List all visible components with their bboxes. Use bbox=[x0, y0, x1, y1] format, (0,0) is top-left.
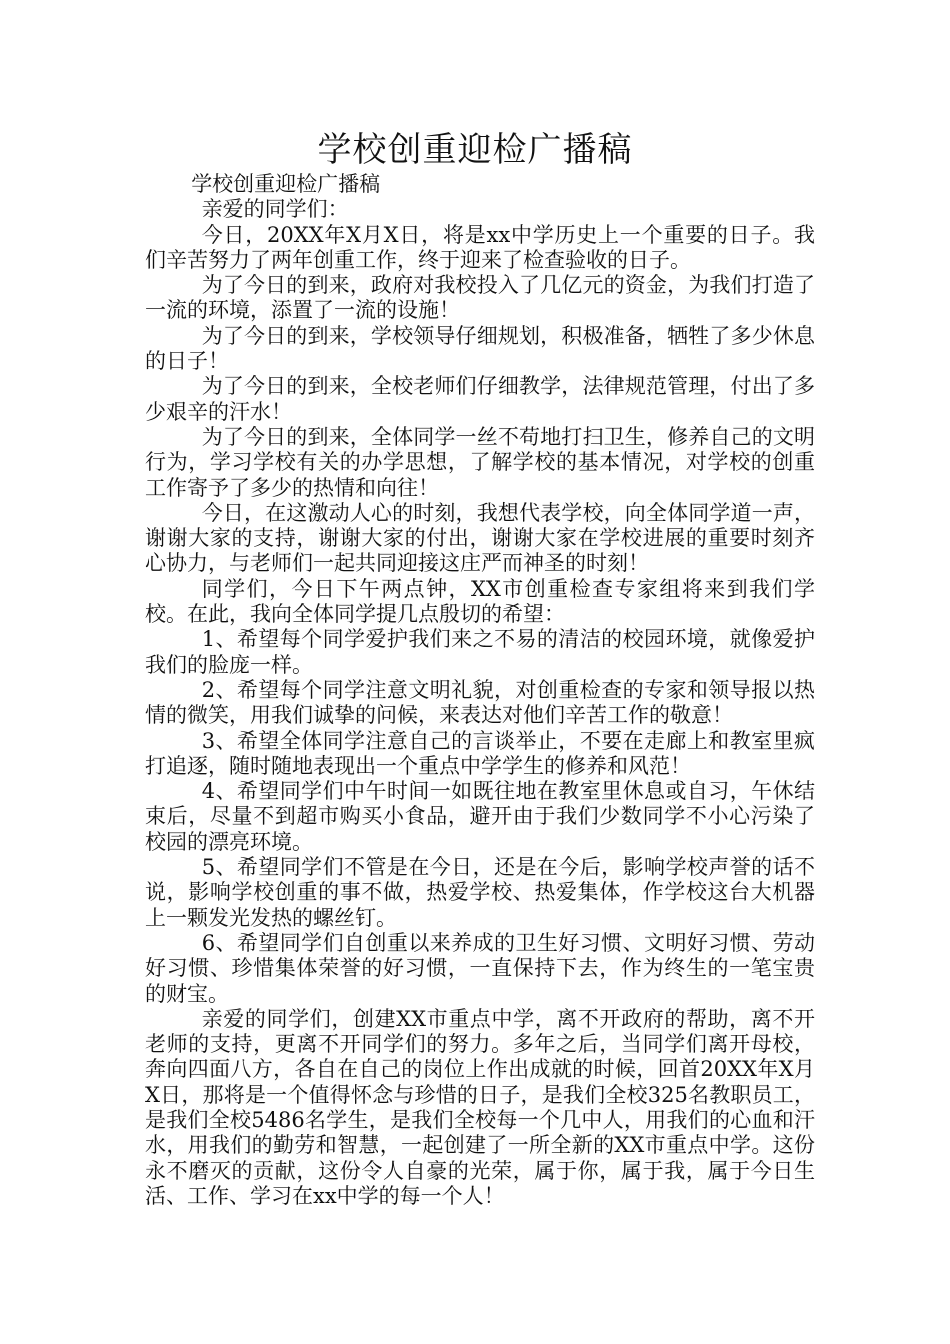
document-subtitle: 学校创重迎检广播稿 bbox=[191, 172, 381, 196]
greeting-line: 亲爱的同学们： bbox=[201, 197, 349, 222]
paragraph-teachers: 为了今日的到来，全校老师们仔细教学，法律规范管理，付出了多少艰辛的汗水！ bbox=[145, 374, 815, 424]
paragraph-thanks: 今日，在这激动人心的时刻，我想代表学校，向全体同学道一声，谢谢大家的支持，谢谢大家的付出，谢谢大家在学校进展的重要时刻齐心协力，与老师们一起共同迎接这庄严而神圣的时刻！ bbox=[145, 500, 815, 576]
wish-item-1: 1、希望每个同学爱护我们来之不易的清洁的校园环境，就像爱护我们的脸庞一样。 bbox=[145, 627, 815, 677]
wish-item-5: 5、希望同学们不管是在今日，还是在今后，影响学校声誉的话不说，影响学校创重的事不做，热爱学校、热爱集体，作学校这台大机器上一颗发光发热的螺丝钉。 bbox=[145, 855, 815, 930]
paragraph-government: 为了今日的到来，政府对我校投入了几亿元的资金，为我们打造了一流的环境，添置了一流的设施！ bbox=[145, 273, 815, 323]
wish-item-3: 3、希望全体同学注意自己的言谈举止，不要在走廊上和教室里疯打追逐，随时随地表现出一个重点中学学生的修养和风范！ bbox=[145, 728, 815, 778]
wish-item-6: 6、希望同学们自创重以来养成的卫生好习惯、文明好习惯、劳动好习惯、珍惜集体荣誉的好习惯，一直保持下去，作为终生的一笔宝贵的财宝。 bbox=[145, 930, 815, 1006]
paragraph-announcement: 同学们，今日下午两点钟，XX市创重检查专家组将来到我们学校。在此，我向全体同学提几点殷切的希望： bbox=[145, 576, 815, 627]
document-body bbox=[145, 172, 815, 1209]
wish-item-4: 4、希望同学们中午时间一如既往地在教室里休息或自习，午休结束后，尽量不到超市购买小食品，避开由于我们少数同学不小心污染了校园的漂亮环境。 bbox=[145, 779, 815, 854]
paragraph-leaders: 为了今日的到来，学校领导仔细规划，积极准备，牺牲了多少休息的日子！ bbox=[145, 323, 815, 374]
paragraph-students: 为了今日的到来，全体同学一丝不苟地打扫卫生，修养自己的文明行为，学习学校有关的办学思想，了解学校的基本情况，对学校的创重工作寄予了多少的热情和向往！ bbox=[145, 424, 815, 500]
paragraph-opening: 今日，20XX年X月X日，将是xx中学历史上一个重要的日子。我们辛苦努力了两年创重工作，终于迎来了检查验收的日子。 bbox=[145, 222, 815, 272]
wish-item-2: 2、希望每个同学注意文明礼貌，对创重检查的专家和领导报以热情的微笑，用我们诚挚的问候，来表达对他们辛苦工作的敬意！ bbox=[145, 677, 815, 728]
document-title: 学校创重迎检广播稿 bbox=[317, 130, 633, 170]
paragraph-closing: 亲爱的同学们，创建XX市重点中学，离不开政府的帮助，离不开老师的支持，更离不开同学们的努力。多年之后，当同学们离开母校，奔向四面八方，各自在自己的岗位上作出成就的时候，回首20XX年X月X日，那将是一个值得怀念与珍惜的日子，是我们全校325名教职员工，是我们全校5486名学生，是我们全校每一个几中人，用我们的心血和汗水，用我们的勤劳和智慧，一起创建了一所全新的XX市重点中学。这份永不磨灭的贡献，这份令人自豪的光荣，属于你，属于我，属于今日生活、工作、学习在xx中学的每一个人！ bbox=[145, 1006, 815, 1208]
